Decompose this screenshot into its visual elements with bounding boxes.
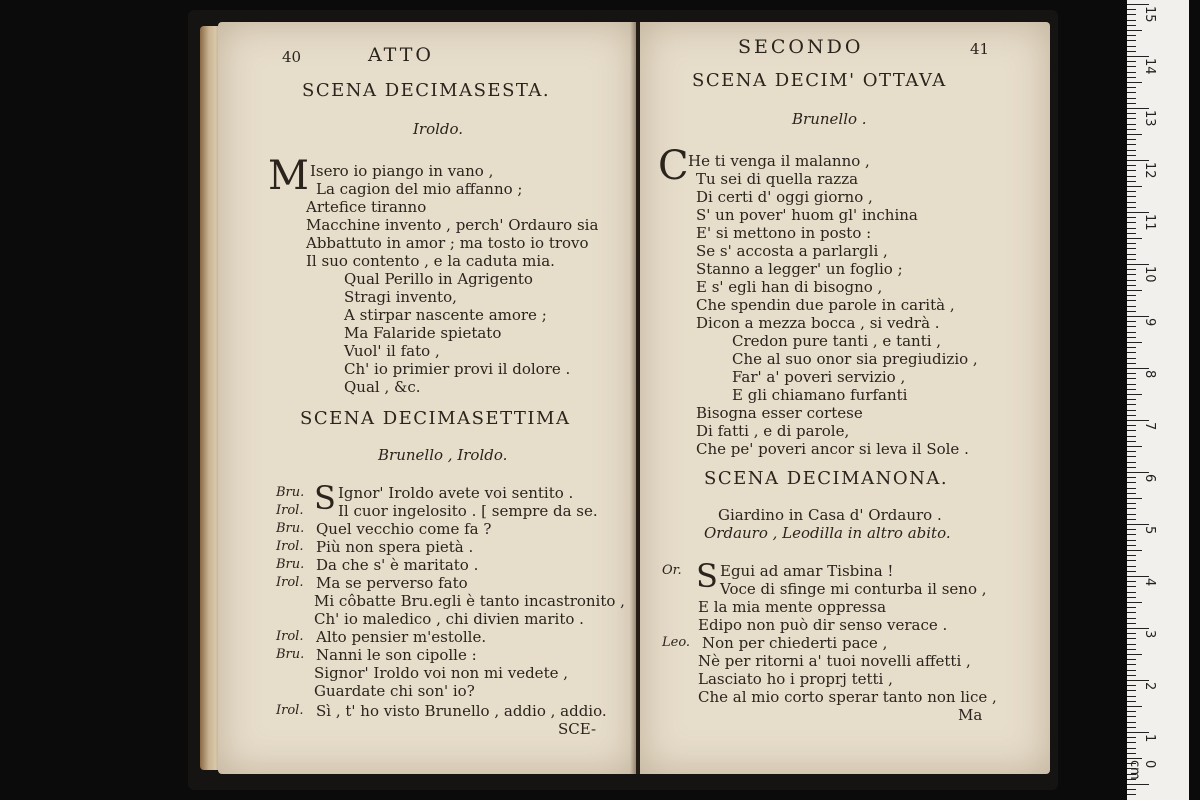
ruler-tick: [1127, 685, 1136, 686]
verse-line: Che spendin due parole in carità ,: [696, 296, 955, 314]
verse-line: E' si mettono in posto :: [696, 224, 872, 242]
ruler-label: 2: [1142, 682, 1157, 691]
ruler-tick: [1127, 129, 1136, 130]
dialogue-line: Quel vecchio come fa ?: [316, 520, 492, 538]
dialogue-line: Signor' Iroldo voi non mi vedete ,: [314, 664, 569, 682]
dialogue-line: E la mia mente oppressa: [698, 598, 887, 616]
catchword: Ma: [958, 706, 983, 724]
ruler-tick: [1127, 316, 1149, 317]
ruler-tick: [1127, 612, 1136, 613]
ruler-label: 9: [1142, 318, 1157, 327]
verse-line: Qual Perillo in Agrigento: [344, 270, 533, 288]
ruler-tick: [1127, 326, 1136, 327]
ruler-tick: [1127, 534, 1136, 535]
ruler-tick: [1127, 493, 1136, 494]
speaker-tag: Irol.: [276, 575, 304, 590]
ruler-tick: [1127, 358, 1136, 359]
verse-line: S' un pover' huom gl' inchina: [696, 206, 918, 224]
ruler-label: 10: [1142, 266, 1157, 283]
ruler-tick: [1127, 196, 1136, 197]
ruler-tick: [1127, 378, 1136, 379]
ruler-tick: [1127, 134, 1142, 135]
ruler-label: 1: [1142, 734, 1157, 743]
ruler-tick: [1127, 56, 1149, 57]
ruler-tick: [1127, 82, 1142, 83]
dialogue-line: Guardate chi son' io?: [314, 682, 475, 700]
ruler-tick: [1127, 30, 1142, 31]
right-page: [640, 22, 1050, 774]
scene-title: SCENA DECIMANONA.: [704, 468, 949, 489]
ruler-tick: [1127, 545, 1136, 546]
dialogue-line: Non per chiederti pace ,: [702, 634, 888, 652]
ruler-tick: [1127, 87, 1136, 88]
ruler-tick: [1127, 425, 1136, 426]
verse-line: Ch' io primier provi il dolore .: [344, 360, 571, 378]
ruler-label: 12: [1142, 162, 1157, 179]
drop-cap: S: [696, 557, 718, 595]
ruler-tick: [1127, 644, 1136, 645]
verse-line: Far' a' poveri servizio ,: [732, 368, 906, 386]
ruler-tick: [1127, 66, 1136, 67]
ruler-tick: [1127, 228, 1136, 229]
ruler-tick: [1127, 436, 1136, 437]
drop-cap: C: [658, 143, 689, 189]
verse-line: Isero io piango in vano ,: [310, 162, 494, 180]
ruler-tick: [1127, 243, 1136, 244]
speaker-tag: Bru.: [276, 647, 305, 662]
ruler-tick: [1127, 363, 1136, 364]
ruler-tick: [1127, 269, 1136, 270]
ruler-tick: [1127, 701, 1136, 702]
ruler-tick: [1127, 342, 1142, 343]
ruler-tick: [1127, 290, 1142, 291]
ruler-tick: [1127, 524, 1149, 525]
drop-cap: S: [314, 479, 336, 517]
ruler-tick: [1127, 446, 1142, 447]
speaker-tag: Bru.: [276, 521, 305, 536]
ruler-tick: [1127, 794, 1136, 795]
dialogue-line: Da che s' è maritato .: [316, 556, 479, 574]
ruler-tick: [1127, 430, 1136, 431]
ruler-tick: [1127, 352, 1136, 353]
ruler-tick: [1127, 72, 1136, 73]
ruler-tick: [1127, 690, 1136, 691]
ruler-tick: [1127, 722, 1136, 723]
verse-line: Di certi d' oggi giorno ,: [696, 188, 873, 206]
speaker-tag: Bru.: [276, 485, 305, 500]
ruler-tick: [1127, 212, 1149, 213]
verse-line: Artefice tiranno: [306, 198, 427, 216]
ruler-label: 14: [1142, 58, 1157, 75]
ruler-tick: [1127, 160, 1149, 161]
ruler-tick: [1127, 347, 1136, 348]
ruler-tick: [1127, 181, 1136, 182]
ruler-tick: [1127, 46, 1136, 47]
ruler-tick: [1127, 139, 1136, 140]
ruler-tick: [1127, 150, 1136, 151]
speaker-tag: Bru.: [276, 557, 305, 572]
speaker-tag: Leo.: [662, 635, 691, 650]
ruler-tick: [1127, 165, 1136, 166]
ruler-tick: [1127, 222, 1136, 223]
ruler-tick: [1127, 306, 1136, 307]
verse-line: Macchine invento , perch' Ordauro sia: [306, 216, 599, 234]
verse-line: Bisogna esser cortese: [696, 404, 863, 422]
verse-line: Credon pure tanti , e tanti ,: [732, 332, 942, 350]
ruler-tick: [1127, 384, 1136, 385]
dialogue-line: Egui ad amar Tisbina !: [720, 562, 894, 580]
ruler-tick: [1127, 472, 1149, 473]
ruler-tick: [1127, 550, 1142, 551]
ruler-tick: [1127, 441, 1136, 442]
dialogue-line: Nè per ritorni a' tuoi novelli affetti ,: [698, 652, 971, 670]
ruler-tick: [1127, 514, 1136, 515]
verse-line: Qual , &c.: [344, 378, 421, 396]
ruler-tick: [1127, 659, 1136, 660]
ruler-tick: [1127, 207, 1136, 208]
ruler-tick: [1127, 300, 1136, 301]
ruler-tick: [1127, 508, 1136, 509]
ruler-tick: [1127, 571, 1136, 572]
ruler-tick: [1127, 462, 1136, 463]
ruler-tick: [1127, 529, 1136, 530]
ruler-tick: [1127, 716, 1136, 717]
ruler-tick: [1127, 602, 1142, 603]
verse-line: Di fatti , e di parole,: [696, 422, 850, 440]
ruler-tick: [1127, 737, 1136, 738]
ruler-tick: [1127, 597, 1136, 598]
ruler-tick: [1127, 670, 1136, 671]
ruler-tick: [1127, 373, 1136, 374]
ruler-tick: [1127, 399, 1136, 400]
dialogue-line: Edipo non può dir senso verace .: [698, 616, 948, 634]
ruler-tick: [1127, 280, 1136, 281]
ruler-tick: [1127, 368, 1149, 369]
ruler-tick: [1127, 202, 1136, 203]
scene-title: SCENA DECIMASETTIMA: [300, 408, 571, 429]
scene-speaker: Ordauro , Leodilla in altro abito.: [704, 524, 951, 542]
ruler-tick: [1127, 264, 1149, 265]
ruler-tick: [1127, 285, 1136, 286]
ruler-label: 8: [1142, 370, 1157, 379]
ruler-tick: [1127, 456, 1136, 457]
left-page: [218, 22, 636, 774]
ruler-label: 4: [1142, 578, 1157, 587]
verse-line: E s' egli han di bisogno ,: [696, 278, 883, 296]
ruler-label: 0 cm: [1127, 760, 1157, 780]
ruler-tick: [1127, 394, 1142, 395]
ruler-label: 3: [1142, 630, 1157, 639]
ruler-tick: [1127, 618, 1136, 619]
dialogue-line: Lasciato ho i proprj tetti ,: [698, 670, 893, 688]
ruler-tick: [1127, 118, 1136, 119]
dialogue-line: Mi côbatte Bru.egli è tanto incastronito ,: [314, 592, 625, 610]
dialogue-line: Nanni le son cipolle :: [316, 646, 477, 664]
ruler-tick: [1127, 415, 1136, 416]
ruler-tick: [1127, 607, 1136, 608]
speaker-tag: Irol.: [276, 539, 304, 554]
scene-title: SCENA DECIMASESTA.: [302, 80, 551, 101]
ruler-tick: [1127, 295, 1136, 296]
verse-line: Abbattuto in amor ; ma tosto io trovo: [306, 234, 589, 252]
dialogue-line: Voce di sfinge mi conturba il seno ,: [720, 580, 987, 598]
ruler-tick: [1127, 592, 1136, 593]
ruler-tick: [1127, 259, 1136, 260]
dialogue-line: Ma se perverso fato: [316, 574, 468, 592]
ruler-tick: [1127, 467, 1136, 468]
ruler-tick: [1127, 113, 1136, 114]
ruler-tick: [1127, 628, 1149, 629]
ruler-tick: [1127, 566, 1136, 567]
ruler-tick: [1127, 248, 1136, 249]
verse-line: E gli chiamano furfanti: [732, 386, 908, 404]
scene-speaker: Iroldo.: [413, 120, 464, 138]
ruler-tick: [1127, 540, 1136, 541]
ruler-label: 6: [1142, 474, 1157, 483]
speaker-tag: Irol.: [276, 503, 304, 518]
ruler-tick: [1127, 238, 1142, 239]
speaker-tag: Irol.: [276, 703, 304, 718]
ruler-tick: [1127, 451, 1136, 452]
ruler-tick: [1127, 321, 1136, 322]
ruler-tick: [1127, 477, 1136, 478]
ruler-tick: [1127, 233, 1136, 234]
ruler-tick: [1127, 155, 1136, 156]
ruler-tick: [1127, 20, 1136, 21]
verse-line: Che pe' poveri ancor si leva il Sole .: [696, 440, 969, 458]
ruler-tick: [1127, 410, 1136, 411]
catchword: SCE-: [558, 720, 597, 738]
scene-title: SCENA DECIM' OTTAVA: [692, 70, 947, 91]
verse-line: Stanno a legger' un foglio ;: [696, 260, 903, 278]
ruler-tick: [1127, 144, 1136, 145]
verse-line: Tu sei di quella razza: [696, 170, 859, 188]
ruler-tick: [1127, 664, 1136, 665]
ruler-tick: [1127, 274, 1136, 275]
measuring-ruler: [1127, 0, 1189, 800]
ruler-tick: [1127, 108, 1149, 109]
page-number-right: 41: [970, 40, 990, 58]
ruler-tick: [1127, 170, 1136, 171]
dialogue-line: Alto pensier m'estolle.: [316, 628, 487, 646]
ruler-tick: [1127, 404, 1136, 405]
verse-line: Se s' accosta a parlargli ,: [696, 242, 888, 260]
ruler-tick: [1127, 98, 1136, 99]
ruler-tick: [1127, 191, 1136, 192]
ruler-tick: [1127, 217, 1136, 218]
ruler-tick: [1127, 420, 1149, 421]
ruler-tick: [1127, 124, 1136, 125]
ruler-tick: [1127, 14, 1136, 15]
verse-line: Vuol' il fato ,: [344, 342, 440, 360]
ruler-tick: [1127, 633, 1136, 634]
dialogue-line: Il cuor ingelosito . [ sempre da se.: [338, 502, 598, 520]
ruler-tick: [1127, 51, 1136, 52]
ruler-tick: [1127, 742, 1136, 743]
ruler-tick: [1127, 35, 1136, 36]
running-head-right: SECONDO: [738, 36, 864, 58]
ruler-tick: [1127, 560, 1136, 561]
speaker-tag: Irol.: [276, 629, 304, 644]
ruler-tick: [1127, 748, 1136, 749]
ruler-tick: [1127, 503, 1136, 504]
ruler-tick: [1127, 488, 1136, 489]
ruler-label: 7: [1142, 422, 1157, 431]
ruler-tick: [1127, 623, 1136, 624]
scene-speaker: Brunello .: [792, 110, 867, 128]
verse-line: He ti venga il malanno ,: [688, 152, 870, 170]
dialogue-line: Ch' io maledico , chi divien marito .: [314, 610, 584, 628]
ruler-tick: [1127, 654, 1142, 655]
scene-setting: Giardino in Casa d' Ordauro .: [718, 506, 942, 524]
ruler-tick: [1127, 337, 1136, 338]
ruler-tick: [1127, 40, 1136, 41]
ruler-tick: [1127, 758, 1142, 759]
verse-line: Ma Falaride spietato: [344, 324, 502, 342]
dialogue-line: Ignor' Iroldo avete voi sentito .: [338, 484, 574, 502]
ruler-tick: [1127, 176, 1136, 177]
ruler-tick: [1127, 25, 1136, 26]
scene-speaker: Brunello , Iroldo.: [378, 446, 508, 464]
page-number-left: 40: [282, 48, 302, 66]
ruler-tick: [1127, 4, 1149, 5]
ruler-tick: [1127, 389, 1136, 390]
verse-line: Che al suo onor sia pregiudizio ,: [732, 350, 978, 368]
ruler-tick: [1127, 555, 1136, 556]
ruler-tick: [1127, 254, 1136, 255]
ruler-tick: [1127, 706, 1142, 707]
running-head-left: ATTO: [368, 44, 434, 66]
ruler-tick: [1127, 753, 1136, 754]
ruler-tick: [1127, 9, 1136, 10]
ruler-label: 13: [1142, 110, 1157, 127]
dialogue-line: Che al mio corto sperar tanto non lice ,: [698, 688, 997, 706]
ruler-tick: [1127, 696, 1136, 697]
ruler-tick: [1127, 680, 1149, 681]
ruler-tick: [1127, 498, 1142, 499]
ruler-tick: [1127, 649, 1136, 650]
speaker-tag: Or.: [662, 563, 682, 578]
ruler-tick: [1127, 332, 1136, 333]
verse-line: La cagion del mio affanno ;: [316, 180, 523, 198]
dialogue-line: Sì , t' ho visto Brunello , addio , addio.: [316, 702, 607, 720]
ruler-label: 5: [1142, 526, 1157, 535]
verse-line: Il suo contento , e la caduta mia.: [306, 252, 555, 270]
ruler-tick: [1127, 186, 1142, 187]
ruler-tick: [1127, 581, 1136, 582]
ruler-tick: [1127, 732, 1149, 733]
ruler-label: 15: [1142, 6, 1157, 23]
dialogue-line: Più non spera pietà .: [316, 538, 474, 556]
ruler-tick: [1127, 92, 1136, 93]
ruler-tick: [1127, 675, 1136, 676]
ruler-tick: [1127, 727, 1136, 728]
ruler-tick: [1127, 586, 1136, 587]
ruler-tick: [1127, 519, 1136, 520]
verse-line: A stirpar nascente amore ;: [344, 306, 547, 324]
ruler-tick: [1127, 576, 1149, 577]
ruler-tick: [1127, 711, 1136, 712]
drop-cap: M: [268, 153, 309, 199]
ruler-tick: [1127, 638, 1136, 639]
ruler-tick: [1127, 61, 1136, 62]
ruler-tick: [1127, 482, 1136, 483]
ruler-label: 11: [1142, 214, 1157, 231]
ruler-tick: [1127, 103, 1136, 104]
ruler-tick: [1127, 311, 1136, 312]
verse-line: Dicon a mezza bocca , si vedrà .: [696, 314, 940, 332]
verse-line: Stragi invento,: [344, 288, 457, 306]
ruler-tick: [1127, 77, 1136, 78]
